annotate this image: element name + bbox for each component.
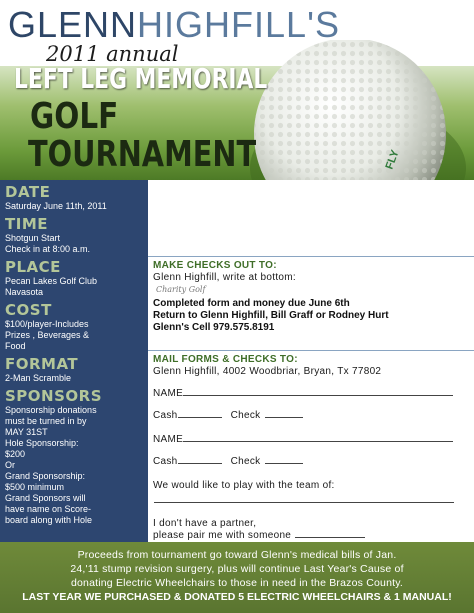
partner-option[interactable] xyxy=(148,530,365,542)
golf-ball-icon xyxy=(240,40,474,180)
header xyxy=(0,0,474,180)
sponsors-line: have name on Score- xyxy=(5,504,92,514)
payment-row-1[interactable] xyxy=(148,410,303,422)
name-label: NAME xyxy=(153,388,184,399)
header-memorial: LEFT LEG MEMORIAL xyxy=(14,62,268,95)
footer-highlight: LAST YEAR WE PURCHASED & DONATED 5 ELECTRIC WHEELCHAIRS & 1 MANUAL! xyxy=(22,591,452,603)
footer-line-2: 24,'11 stump revision surgery, plus will continue Last Year's Cause of xyxy=(70,563,404,575)
partner-line-1: I don't have a partner, xyxy=(153,518,257,529)
checks-payee: Glenn Highfill, write at bottom: xyxy=(153,272,296,283)
name-field-1[interactable] xyxy=(148,388,453,400)
team-line: We would like to play with the team of: xyxy=(153,480,335,491)
cash-label: Cash xyxy=(153,456,178,467)
registration-form xyxy=(148,250,474,542)
sponsors-line: board along with Hole xyxy=(5,515,93,525)
cash-blank[interactable] xyxy=(178,456,222,464)
sponsors-line: Sponsorship donations xyxy=(5,405,97,415)
due-date-line: Completed form and money due June 6th xyxy=(153,298,350,309)
sponsors-line: Or xyxy=(5,460,15,470)
cash-blank[interactable] xyxy=(178,410,222,418)
cash-label: Cash xyxy=(153,410,178,421)
time-checkin: Check in at 8:00 a.m. xyxy=(5,244,91,254)
mail-section xyxy=(148,350,474,378)
header-name-first: GLENN xyxy=(8,4,138,45)
place-venue: Pecan Lakes Golf Club xyxy=(5,276,98,286)
header-name-last: HIGHFILL'S xyxy=(137,4,340,45)
footer-line-1: Proceeds from tournament go toward Glenn's medical bills of Jan. xyxy=(77,549,397,561)
cost-line-3: Food xyxy=(5,341,26,351)
cost-line-1: $100/player-Includes xyxy=(5,319,89,329)
sponsors-line: Grand Sponsors will xyxy=(5,493,86,503)
payment-row-2[interactable] xyxy=(148,456,303,468)
sponsors-line: $500 minimum xyxy=(5,482,65,492)
header-golf: GOLF xyxy=(30,96,119,137)
sponsors-line: Hole Sponsorship: xyxy=(5,438,79,448)
sponsors-line: must be turned in by xyxy=(5,416,87,426)
sponsors-line: Grand Sponsorship: xyxy=(5,471,86,481)
info-panel xyxy=(0,180,148,542)
place-heading: PLACE xyxy=(5,258,61,276)
checks-section xyxy=(148,256,474,334)
format-heading: FORMAT xyxy=(5,355,79,373)
checks-heading: MAKE CHECKS OUT TO: xyxy=(153,260,277,271)
sponsors-heading: SPONSORS xyxy=(5,387,103,405)
check-label: Check xyxy=(230,456,261,467)
mail-address: Glenn Highfill, 4002 Woodbriar, Bryan, Tx 77802 xyxy=(153,366,382,377)
place-city: Navasota xyxy=(5,287,44,297)
mail-heading: MAIL FORMS & CHECKS TO: xyxy=(153,354,298,365)
date-value: Saturday June 11th, 2011 xyxy=(5,201,107,211)
sponsors-line: $200 xyxy=(5,449,26,459)
time-start: Shotgun Start xyxy=(5,233,61,243)
return-to-line: Return to Glenn Highfill, Bill Graff or Rodney Hurt xyxy=(153,310,389,321)
time-heading: TIME xyxy=(5,215,48,233)
check-blank[interactable] xyxy=(265,410,303,418)
cost-heading: COST xyxy=(5,301,52,319)
check-label: Check xyxy=(230,410,261,421)
check-blank[interactable] xyxy=(265,456,303,464)
cost-line-2: Prizes , Beverages & xyxy=(5,330,90,340)
footer xyxy=(0,542,474,613)
header-name xyxy=(8,4,340,46)
team-blank[interactable] xyxy=(154,502,454,503)
date-heading: DATE xyxy=(5,183,51,201)
header-annual: 2011 annual xyxy=(46,42,179,66)
name-label: NAME xyxy=(153,434,184,445)
header-tournament: TOURNAMENT xyxy=(28,134,257,175)
svg-text:FLY: FLY xyxy=(383,148,402,172)
footer-line-3: donating Electric Wheelchairs to those in need in the Brazos County. xyxy=(70,577,404,589)
memo-signature: Charity Golf xyxy=(156,285,206,294)
cell-phone-line: Glenn's Cell 979.575.8191 xyxy=(153,322,275,333)
format-value: 2-Man Scramble xyxy=(5,373,72,383)
sponsors-deadline: MAY 31ST xyxy=(5,427,48,437)
name-field-2[interactable] xyxy=(148,434,453,446)
partner-line-2: please pair me with someone xyxy=(153,530,292,541)
